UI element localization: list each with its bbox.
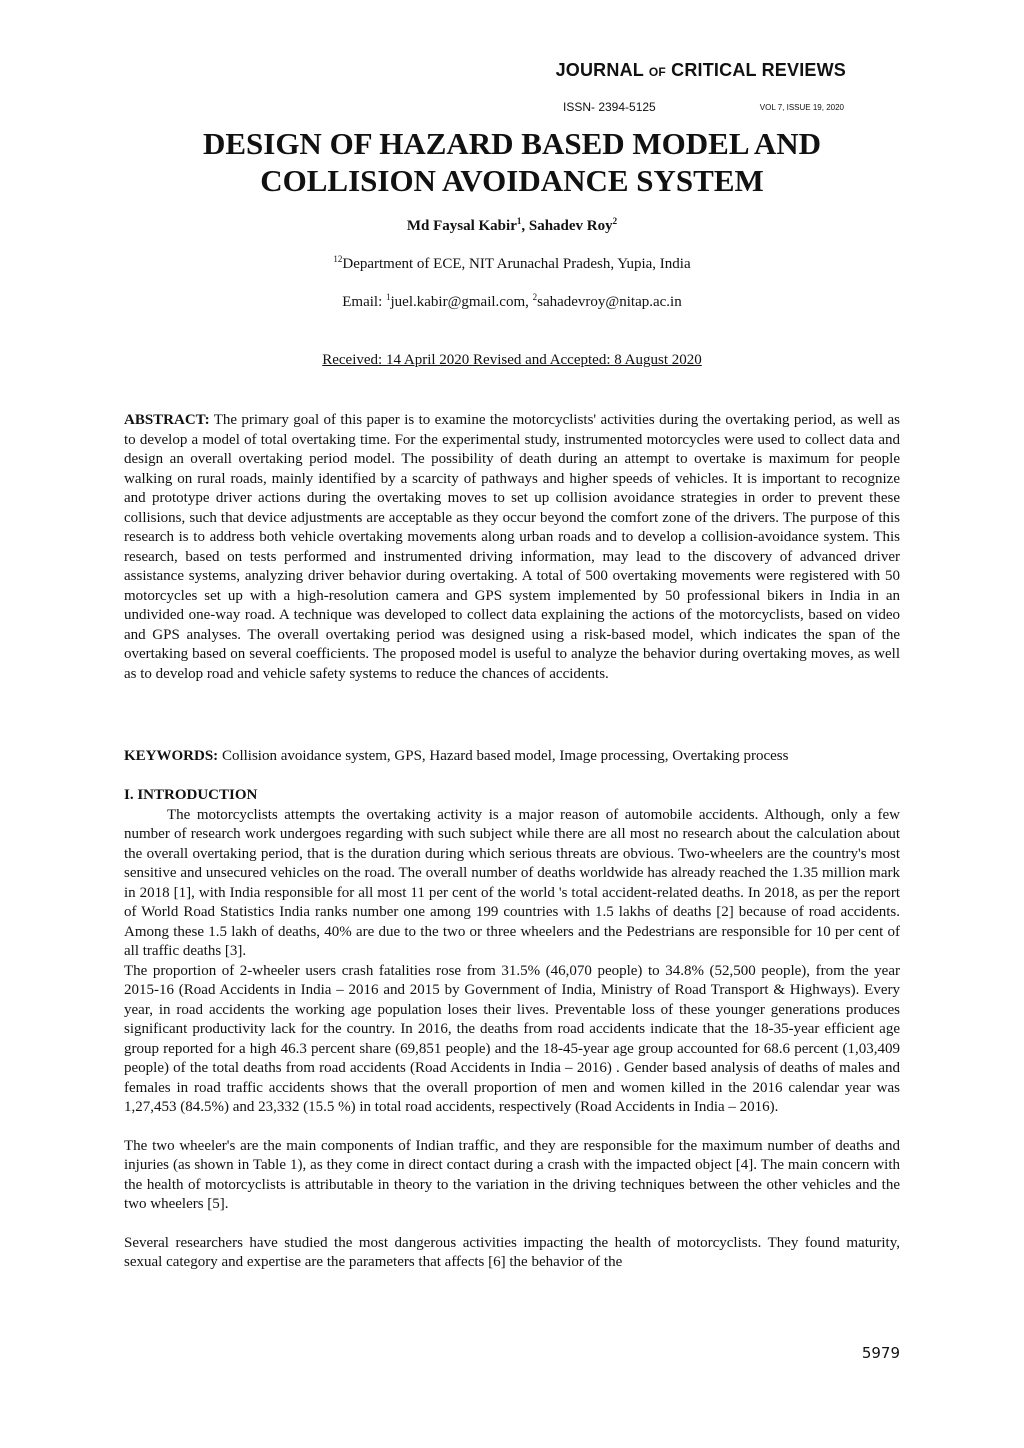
author-1: Md Faysal Kabir <box>406 218 517 234</box>
intro-paragraph-1: The motorcyclists attempts the overtaking activity is a major reason of automobile accidents. Although, only a few number of research work undergoes regarding with such subject while there are all most no research about the calculation about the overall overtaking period, that is the duration during which serious threats are obvious. Two-wheelers are the country's most sensitive and unsecured vehicles on the road. The overall number of deaths worldwide has already reached the 1.35 million mark in 2018 [1], with India responsible for all most 11 per cent of the world 's total accident-related deaths. In 2018, as per the report of World Road Statistics India ranks number one among 199 countries with 1.5 lakhs of deaths [2] because of road accidents. Among these 1.5 lakh of deaths, 40% are due to the two or three wheelers and the Pedestrians are responsible for 10 per cent of all traffic deaths [3]. <box>124 806 900 959</box>
intro-paragraph-3: The two wheeler's are the main components of Indian traffic, and they are responsible for the maximum number of deaths and injuries (as shown in Table 1), as they come in direct contact during a crash with the impacted object [4]. The main concern with the health of motorcyclists is attributable in theory to the variation in the driving techniques between the other vehicles and the two wheelers [5]. <box>124 1137 900 1212</box>
emails <box>0 294 1024 311</box>
affiliation-text: Department of ECE, NIT Arunachal Pradesh, Yupia, India <box>342 256 691 272</box>
keywords-text: Collision avoidance system, GPS, Hazard based model, Image processing, Overtaking process <box>218 748 789 764</box>
paper-title-line-2: COLLISION AVOIDANCE SYSTEM <box>260 163 764 198</box>
introduction-heading: I. INTRODUCTION <box>124 787 258 803</box>
author-2-sup: 2 <box>612 216 618 226</box>
email-2-sup: 2 <box>532 292 538 302</box>
intro-paragraph-4: Several researchers have studied the most dangerous activities impacting the health of motorcyclists. They found maturity, sexual category and expertise are the parameters that affects [6] the behavior of the <box>124 1234 900 1270</box>
intro-paragraph-2: The proportion of 2-wheeler users crash fatalities rose from 31.5% (46,070 people) to 34.8% (52,500 people), from the year 2015-16 (Road Accidents in India – 2016 and 2015 by Government of India, Ministry of Road Transport & Highways). Every year, in road accidents the working age population loses their lives. Preventable loss of these younger generations produces significant productivity lack for the country. In 2016, the deaths from road accidents indicate that the 18-35-year efficient age group reported for a high 46.3 percent share (69,851 people) and the 18-45-year age group accounted for 68.6 percent (1,03,409 people) of the total deaths from road accidents (Road Accidents in India – 2016) . Gender based analysis of deaths of males and females in road traffic accidents shows that the overall proportion of men and women killed in the 2016 calendar year was 1,27,453 (84.5%) and 23,332 (15.5 %) in total road accidents, respectively (Road Accidents in India – 2016). <box>124 962 900 1115</box>
paper-title <box>0 125 1024 199</box>
paper-title-line-1: DESIGN OF HAZARD BASED MODEL AND <box>202 126 822 161</box>
abstract-label: ABSTRACT: <box>124 412 210 428</box>
affiliation-sup: 12 <box>333 254 343 264</box>
email-prefix: Email: <box>342 294 386 310</box>
journal-name <box>556 60 846 81</box>
abstract-text: The primary goal of this paper is to examine the motorcyclists' activities during the overtaking period, as well as to develop a model of total overtaking time. For the experimental study, instrumented motorcycles were used to collect data and design an overall overtaking period model. The possibility of death during an attempt to overtake is maximum for people walking on rural roads, mainly identified by a scarcity of pathways and higher speeds of vehicles. It is important to recognize and prototype driver actions during the overtaking moves to set up collision avoidance strategies in order to prevent these collisions, such that device adjustments are acceptable as they occur beyond the comfort zone of the drivers. The purpose of this research is to address both vehicle overtaking movements along urban roads and to develop a collision-avoidance system. This research, based on tests performed and instrumented driving information, may lead to the discovery of advanced driver assistance systems, analyzing driver behavior during overtaking. A total of 500 overtaking movements were registered with 50 motorcycles set up with a high-resolution camera and GPS system implemented by 50 professional bikers in India in an undivided one-way road. A technique was developed to collect data explaining the actions of the motorcyclists, based on video and GPS analyses. The overall overtaking period was designed using a risk-based model, which indicates the span of the overtaking based on several coefficients. The proposed model is useful to analyze the behavior during overtaking moves, as well as to develop road and vehicle safety systems to reduce the chances of accidents. <box>124 412 900 682</box>
keywords-label: KEYWORDS: <box>124 748 219 764</box>
author-1-sup: 1 <box>516 216 522 226</box>
journal-name-suffix: CRITICAL REVIEWS <box>665 60 846 80</box>
abstract <box>124 411 900 684</box>
affiliation <box>0 256 1024 273</box>
volume-issue: VOL 7, ISSUE 19, 2020 <box>759 103 844 112</box>
received-dates: Received: 14 April 2020 Revised and Accepted: 8 August 2020 <box>322 352 702 368</box>
email-2[interactable]: sahadevroy@nitap.ac.in <box>537 294 682 310</box>
authors <box>0 218 1024 235</box>
page-number: 5979 <box>861 1344 900 1362</box>
keywords <box>124 747 900 767</box>
issn: ISSN- 2394-5125 <box>563 100 656 114</box>
email-1-sup: 1 <box>386 292 391 302</box>
author-2: , Sahadev Roy <box>521 218 613 234</box>
journal-name-prefix: JOURNAL <box>555 60 649 80</box>
introduction-section <box>124 786 900 1273</box>
journal-name-of: OF <box>648 65 666 79</box>
email-1[interactable]: juel.kabir@gmail.com, <box>390 294 533 310</box>
